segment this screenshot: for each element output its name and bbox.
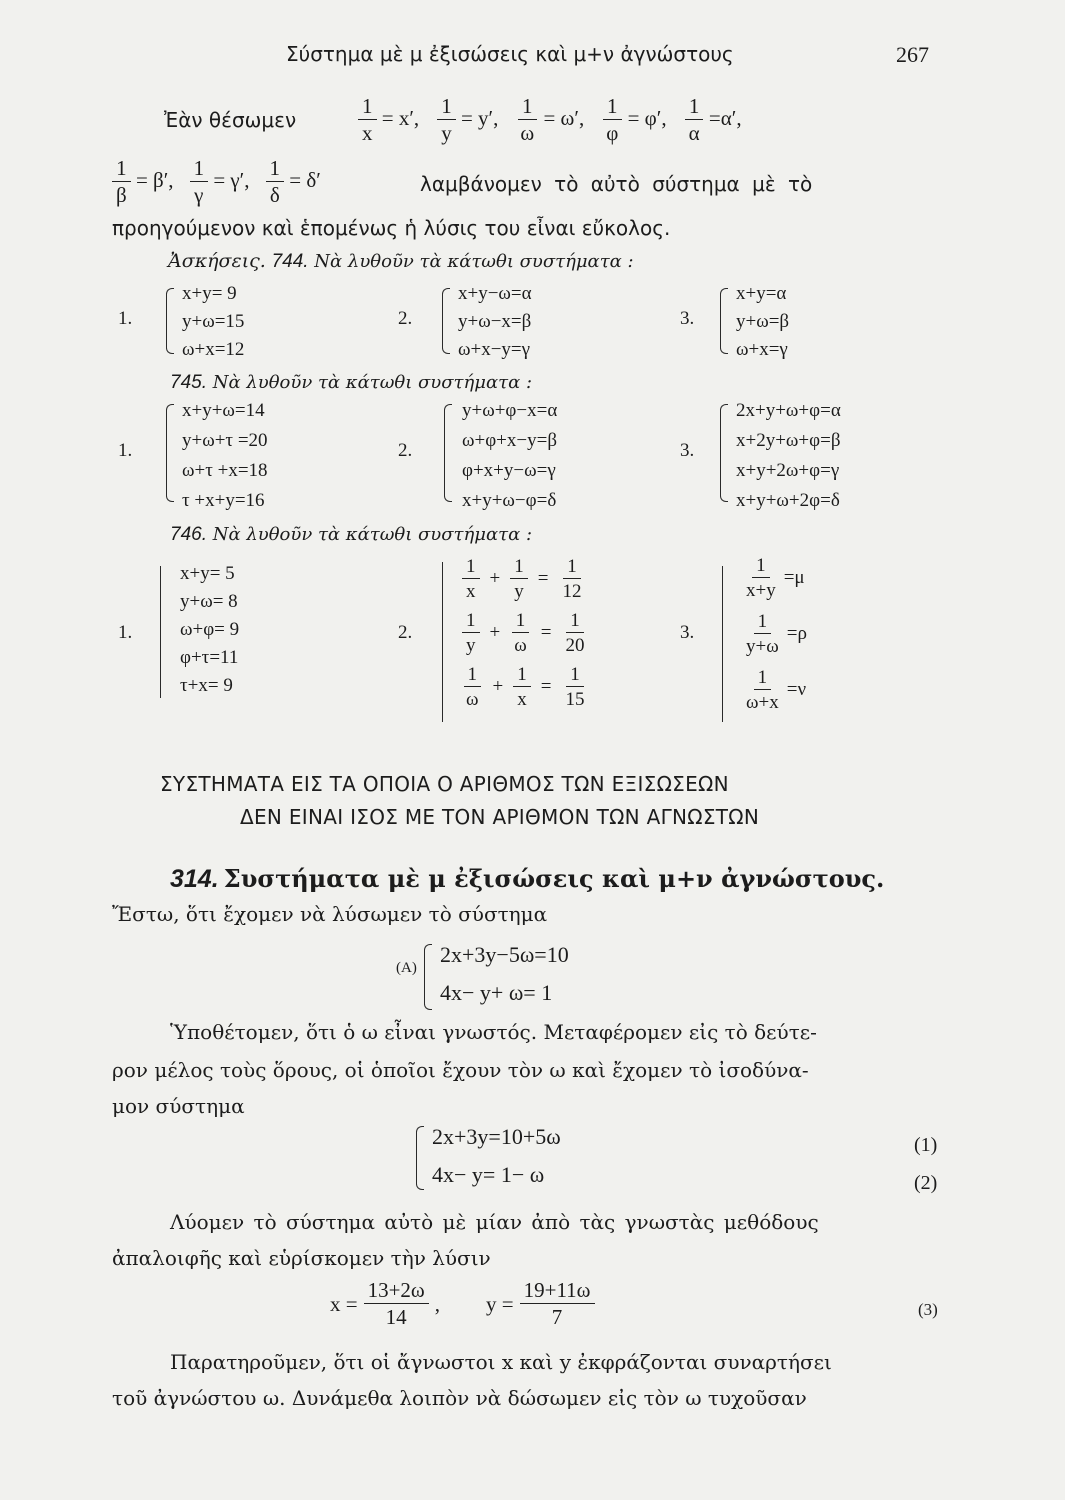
solution-tag: (3) [918, 1300, 938, 1319]
sub-gamma: $\frac{1}{\gamma}$ = γ′, [190, 158, 250, 206]
ex746-heading: 746. Νὰ λυθοῦν τὰ κάτωθι συστήματα : [170, 524, 533, 545]
sec314-p1: Ἔστω, ὅτι ἔχομεν νὰ λύσωμεν τὸ σύστημα [112, 902, 548, 926]
sec314-p2-l3: μον σύστημα [112, 1094, 245, 1118]
sub-phi: $\frac{1}{\varphi}$ = φ′, [602, 96, 666, 144]
sec314-p4-l2: τοῦ ἀγνώστου ω. Δυνάμεθα λοιπὸν νὰ δώσωμεν εἰς τὸν ω τυχοῦσαν [112, 1386, 807, 1410]
sub-beta: $\frac{1}{\beta}$ = β′, [112, 158, 174, 206]
ex745-sys2-idx: 2. [398, 440, 413, 461]
sec314-p2-l2: ρον μέλος τοὺς ὅρους, οἱ ὁποῖοι ἔχουν τὸν ω καὶ ἔχομεν τὸ ἰσοδύνα- [112, 1058, 809, 1082]
ex746-sys3: $\frac{1}{x+y}$ =μ $\frac{1}{y+\omega}$ =ρ $\frac{1}{\omega+x}$ =ν [746, 555, 807, 713]
ex744-sys1: x+y= 9 y+ω=15 ω+x=12 [182, 283, 245, 360]
ex745-sys2: y+ω+φ−x=α ω+φ+x−y=β φ+x+y−ω=γ x+y+ω−φ=δ [462, 400, 558, 511]
ex745-sys1-idx: 1. [118, 440, 133, 461]
ex744-sys1-idx: 1. [118, 308, 133, 329]
ex746-sys1-idx: 1. [118, 622, 133, 643]
ex744-sys2-idx: 2. [398, 308, 413, 329]
ex744-sys3-idx: 3. [680, 308, 695, 329]
sub-alpha: $\frac{1}{\alpha}$ =α′, [685, 96, 742, 144]
intro-subs-2 [112, 158, 321, 206]
sysA-label: (Α) [396, 960, 417, 976]
section-heading-line2: ΔΕΝ ΕΙΝΑΙ ΙΣΟΣ ΜΕ ΤΟΝ ΑΡΙΘΜΟΝ ΤΩΝ ΑΓΝΩΣΤΩΝ [240, 805, 760, 829]
page-number: 267 [896, 42, 929, 67]
sub-delta: $\frac{1}{\delta}$ = δ′ [266, 158, 321, 206]
sub-omega: $\frac{1}{\omega}$ = ω′, [516, 96, 584, 144]
sec314-p4-l1: Παρατηροῦμεν, ὅτι οἱ ἄγνωστοι x καὶ y ἐκφράζονται συναρτήσει [170, 1350, 832, 1374]
solution-line: x = $\frac{13+2\omega}{14}$ , y = $\frac{19+11\omega}{7}$ [330, 1280, 595, 1328]
ex744-sys3: x+y=α y+ω=β ω+x=γ [736, 283, 790, 360]
sub-y: $\frac{1}{y}$ = y′, [437, 96, 498, 144]
sec314-title: 314. Συστήματα μὲ μ ἐξισώσεις καὶ μ+ν ἀγνώστους. [170, 864, 885, 893]
intro-subs-1 [358, 96, 742, 144]
sysB-tags: (1) (2) [914, 1134, 938, 1194]
ex746-sys2-idx: 2. [398, 622, 413, 643]
ex745-sys1: x+y+ω=14 y+ω+τ =20 ω+τ +x=18 τ +x+y=16 [182, 400, 268, 511]
sec314-p2-l1: Ὑποθέτομεν, ὅτι ὁ ω εἶναι γνωστός. Μεταφέρομεν εἰς τὸ δεύτε- [170, 1020, 817, 1044]
ex744-sys2: x+y−ω=α y+ω−x=β ω+x−y=γ [458, 283, 532, 360]
sec314-p3-l2: ἀπαλοιφῆς καὶ εὑρίσκομεν τὴν λύσιν [112, 1246, 491, 1270]
intro-line2: λαμβάνομεν τὸ αὐτὸ σύστημα μὲ τὸ [420, 172, 813, 196]
ex746-sys2: $\frac{1}{x}$ + $\frac{1}{y}$ = $\frac{1}{12}$ $\frac{1}{y}$ + $\frac{1}{\omega}$ = $\frac{1}{20}$ $\frac{1}{\omega}$ + $\frac{1}{x}$ = $\frac{1}{15}$ [462, 552, 588, 714]
ex744-heading: Ἀσκήσεις. 744. Νὰ λυθοῦν τὰ κάτωθι συστήματα : [168, 250, 634, 272]
sec314-p3-l1: Λύομεν τὸ σύστημα αὐτὸ μὲ μίαν ἀπὸ τὰς γνωστὰς μεθόδους [170, 1210, 819, 1234]
ex746-sys1: x+y= 5 y+ω= 8 ω+φ= 9 φ+τ=11 τ+x= 9 [180, 563, 240, 696]
ex745-heading: 745. Νὰ λυθοῦν τὰ κάτωθι συστήματα : [170, 372, 533, 393]
ex746-sys3-idx: 3. [680, 622, 695, 643]
ex745-sys3-idx: 3. [680, 440, 695, 461]
sub-x: $\frac{1}{x}$ = x′, [358, 96, 419, 144]
section-heading-line1: ΣΥΣΤΗΜΑΤΑ ΕΙΣ ΤΑ ΟΠΟΙΑ Ο ΑΡΙΘΜΟΣ ΤΩΝ ΕΞΙΣΩΣΕΩΝ [160, 772, 729, 796]
sysA: 2x+3y−5ω=10 4x− y+ ω= 1 [440, 942, 569, 1005]
ex745-sys3: 2x+y+ω+φ=α x+2y+ω+φ=β x+y+2ω+φ=γ x+y+ω+2φ=δ [736, 400, 841, 511]
sysB: 2x+3y=10+5ω 4x− y= 1− ω [432, 1124, 561, 1187]
intro-lead: Ἐὰν θέσωμεν [164, 108, 297, 132]
intro-line3: προηγούμενον καὶ ἑπομένως ἡ λύσις του εἶναι εὔκολος. [112, 216, 671, 240]
running-header: Σύστημα μὲ μ ἐξισώσεις καὶ μ+ν ἀγνώστους [286, 42, 734, 66]
